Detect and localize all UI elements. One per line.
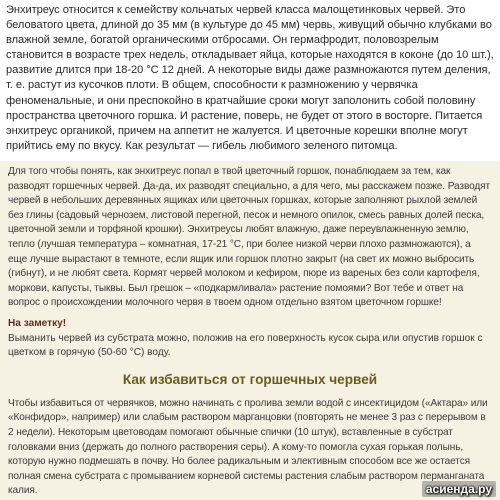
site-watermark: асиенда.ру [422,481,496,497]
intro-section [0,0,500,160]
note-title: На заметку! [8,317,67,329]
article-paragraph-2: Чтобы избавиться от червячков, можно начинать с пролива земли водой с инсектицидом («Актара» или «Конфидор», например) или слабым раствором марганцовки (повторять не менее 3 раз с перерывом в 2 недели). Некоторым цветоводам помогают обычные спички (10 штук), вставленные в субстрат головками вниз (держать до полного растворения серы). А кому-то помогла сухая горькая полынь, которую нужно подмешать в почву. Но более радикальным и элективным способом все же остается полная смена субстрата с промыванием корневой системы растения слабым раствором перманганата калия. [8,397,488,497]
note-text: Выманить червей из субстрата можно, положив на его поверхность кусок сыра или опустив горшок с цветком в горячую (50-60 °С) воду. [8,332,483,359]
article-paragraph: Для того чтобы понять, как энхитреус попал в твой цветочный горшок, понаблюдаем за тем, как разводят горшечных червей. Да-да, их разводят специально, а для чего, мы расскажем позже. Разводят червей в небольших деревянных ящиках или цветочных горшках, которые заполняют рыхлой землей без глины (садовый чернозем, листовой перегной, песок и немного опилок, смесь равных долей песка, цветочной земли и торфяной крошки). Энхитреусы любят влажную, даже переувлажненную землю, тепло (лучшая температура – комнатная, 17-21 °С, при более низкой черви плохо размножаются), а еще лучше вырастают в темноте, если ящик или горшок плотно закрыт (на свет их можно выбросить (гибнут), и не любят света. Кормят червей молоком и кефиром, пюре из вареных без соли картофеля, моркови, капусты, тыквы. Был грешок – «подкармливала» растение помоями? Вот тебе и ответ на вопрос о происхождении молочного червя в твоем одном отдельно взятом цветочном горшке! [8,166,491,309]
intro-paragraph: Энхитреус относится к семейству кольчатых червей класса малощетинковых червей. Это беловатого цвета, длиной до 35 мм (в культуре до 45 мм) червь, живущий обычно клубками во влажной земле, богатой органическими отбросами. Он гермафродит, половозрелым становится в возрасте трех недель, откладывает яйца, которые находятся в коконе (до 10 шт.), развитие длится при 18-20 °С 12 дней. А некоторые виды даже размножаются путем деления, т. е. растут из кусочков плоти. В общем, способности к размножению у червячка феноменальные, и они преспокойно в кратчайшие сроки могут заполонить собой половину пространства цветочного горшка. И растение, поверь, не будет от этого в восторге. Питается энхитреус органикой, причем на аппетит не жалуется. И цветочные корешки вполне могут прийтись ему по вкусу. Как результат — гибель любимого зеленого питомца. [6,4,494,152]
section-heading: Как избавиться от горшечных червей [122,371,378,387]
article-section [0,161,500,500]
